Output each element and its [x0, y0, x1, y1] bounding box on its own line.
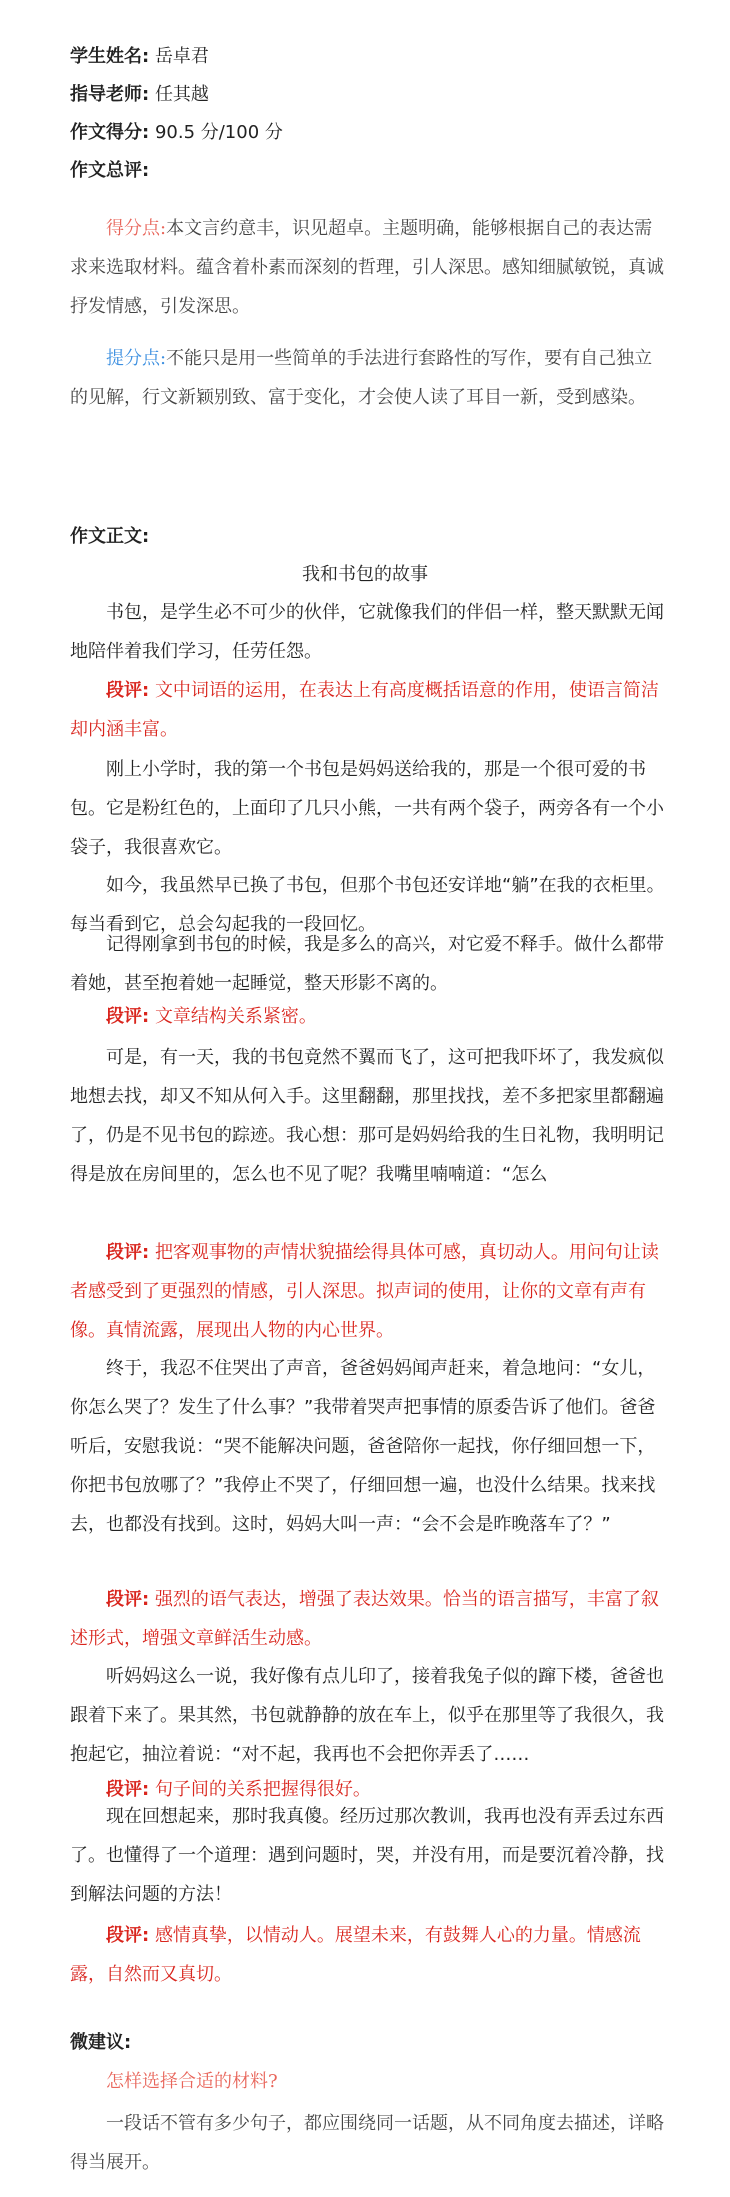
essay-paragraph-2: 刚上小学时，我的第一个书包是妈妈送给我的，那是一个很可爱的书包。它是粉红色的，上面印了几只小熊，一共有两个袋子，两旁各有一个小袋子，我很喜欢它。 — [70, 759, 664, 858]
comment-label: 段评: — [106, 1589, 150, 1610]
advice-row — [70, 2031, 131, 2055]
essay-paragraph-8: 现在回想起来，那时我真傻。经历过那次教训，我再也没有弄丢过东西了。也懂得了一个道理：遇到问题时，哭，并没有用，而是要沉着冷静，找到解法问题的方法！ — [70, 1806, 664, 1905]
paragraph-comment-4 — [70, 1580, 670, 1658]
essay-paragraph-6: 终于，我忍不住哭出了声音，爸爸妈妈闻声赶来，着急地问：“女儿，你怎么哭了？发生了什么事？”我带着哭声把事情的原委告诉了他们。爸爸听后，安慰我说：“哭不能解决问题，爸爸陪你一起找，你仔细回想一下，你把书包放哪了？”我停止不哭了，仔细回想一遍，也没什么结果。找来找去，也都没有找到。这时，妈妈大叫一声：“会不会是昨晚落车了？” — [70, 1358, 656, 1535]
student-row — [70, 45, 209, 69]
comment-text: 文中词语的运用，在表达上有高度概括语意的作用，使语言简洁却内涵丰富。 — [70, 680, 659, 740]
improvement-points — [70, 339, 670, 417]
comment-label: 段评: — [106, 1242, 150, 1263]
improvement-points-text: 不能只是用一些简单的手法进行套路性的写作，要有自己独立的见解，行文新颖别致、富于变化，才会使人读了耳目一新，受到感染。 — [70, 348, 653, 408]
essay-paragraph-3: 如今，我虽然早已换了书包，但那个书包还安详地“躺”在我的衣柜里。每当看到它，总会勾起我的一段回忆。 — [70, 875, 665, 935]
scoring-points-label: 得分点: — [106, 218, 167, 239]
comment-label: 段评: — [106, 1779, 150, 1800]
summary-row — [70, 159, 149, 183]
scoring-points — [70, 209, 670, 326]
improvement-points-label: 提分点: — [106, 348, 167, 369]
teacher-label: 指导老师: — [70, 84, 150, 105]
teacher-row — [70, 83, 209, 107]
student-label: 学生姓名: — [70, 46, 150, 67]
essay-body-row — [70, 525, 149, 549]
comment-label: 段评: — [106, 680, 150, 701]
essay-paragraph-5: 可是，有一天，我的书包竟然不翼而飞了，这可把我吓坏了，我发疯似地想去找，却又不知从何入手。这里翻翻，那里找找，差不多把家里都翻遍了，仍是不见书包的踪迹。我心想：那可是妈妈给我的生日礼物，我明明记得是放在房间里的，怎么也不见了呢？我嘴里喃喃道：“怎么 — [70, 1047, 664, 1185]
scoring-points-text: 本文言约意丰，识见超卓。主题明确，能够根据自己的表达需求来选取材料。蕴含着朴素而深刻的哲理，引人深思。感知细腻敏锐，真诚抒发情感，引发深思。 — [70, 218, 664, 317]
comment-label: 段评: — [106, 1925, 150, 1946]
essay-paragraph-4: 记得刚拿到书包的时候，我是多么的高兴，对它爱不释手。做什么都带着她，甚至抱着她一起睡觉，整天形影不离的。 — [70, 934, 664, 994]
paragraph-comment-1 — [70, 671, 670, 749]
comment-text: 把客观事物的声情状貌描绘得具体可感，真切动人。用问句让读者感受到了更强烈的情感，引人深思。拟声词的使用，让你的文章有声有像。真情流露，展现出人物的内心世界。 — [70, 1242, 659, 1341]
essay-body-label: 作文正文: — [70, 526, 150, 547]
comment-text: 强烈的语气表达，增强了表达效果。恰当的语言描写，丰富了叙述形式，增强文章鲜活生动感。 — [70, 1589, 659, 1649]
comment-text: 感情真挚，以情动人。展望未来，有鼓舞人心的力量。情感流露，自然而又真切。 — [70, 1925, 641, 1985]
advice-text: 一段话不管有多少句子，都应围绕同一话题，从不同角度去描述，详略得当展开。 — [70, 2113, 664, 2173]
advice-label: 微建议: — [70, 2032, 132, 2053]
student-name: 岳卓君 — [154, 46, 209, 67]
score-label: 作文得分: — [70, 122, 150, 143]
paragraph-comment-3 — [70, 1233, 670, 1350]
paragraph-comment-2 — [70, 997, 670, 1036]
essay-paragraph-7: 听妈妈这么一说，我好像有点儿印了，接着我兔子似的蹿下楼，爸爸也跟着下来了。果其然，书包就静静的放在车上，似乎在那里等了我很久，我抱起它，抽泣着说：“对不起，我再也不会把你弄丢了…… — [70, 1666, 664, 1765]
comment-text: 句子间的关系把握得很好。 — [154, 1779, 371, 1800]
essay-paragraph-1: 书包，是学生必不可少的伙伴，它就像我们的伴侣一样，整天默默无闻地陪伴着我们学习，任劳任怨。 — [70, 602, 664, 662]
comment-label: 段评: — [106, 1006, 150, 1027]
advice-question: 怎样选择合适的材料? — [106, 2071, 278, 2092]
essay-title: 我和书包的故事 — [302, 564, 428, 585]
score-value: 90.5 分/100 分 — [154, 122, 283, 143]
paragraph-comment-6 — [70, 1916, 670, 1994]
comment-text: 文章结构关系紧密。 — [154, 1006, 317, 1027]
teacher-name: 任其越 — [154, 84, 209, 105]
score-row — [70, 121, 283, 145]
summary-label: 作文总评: — [70, 160, 150, 181]
